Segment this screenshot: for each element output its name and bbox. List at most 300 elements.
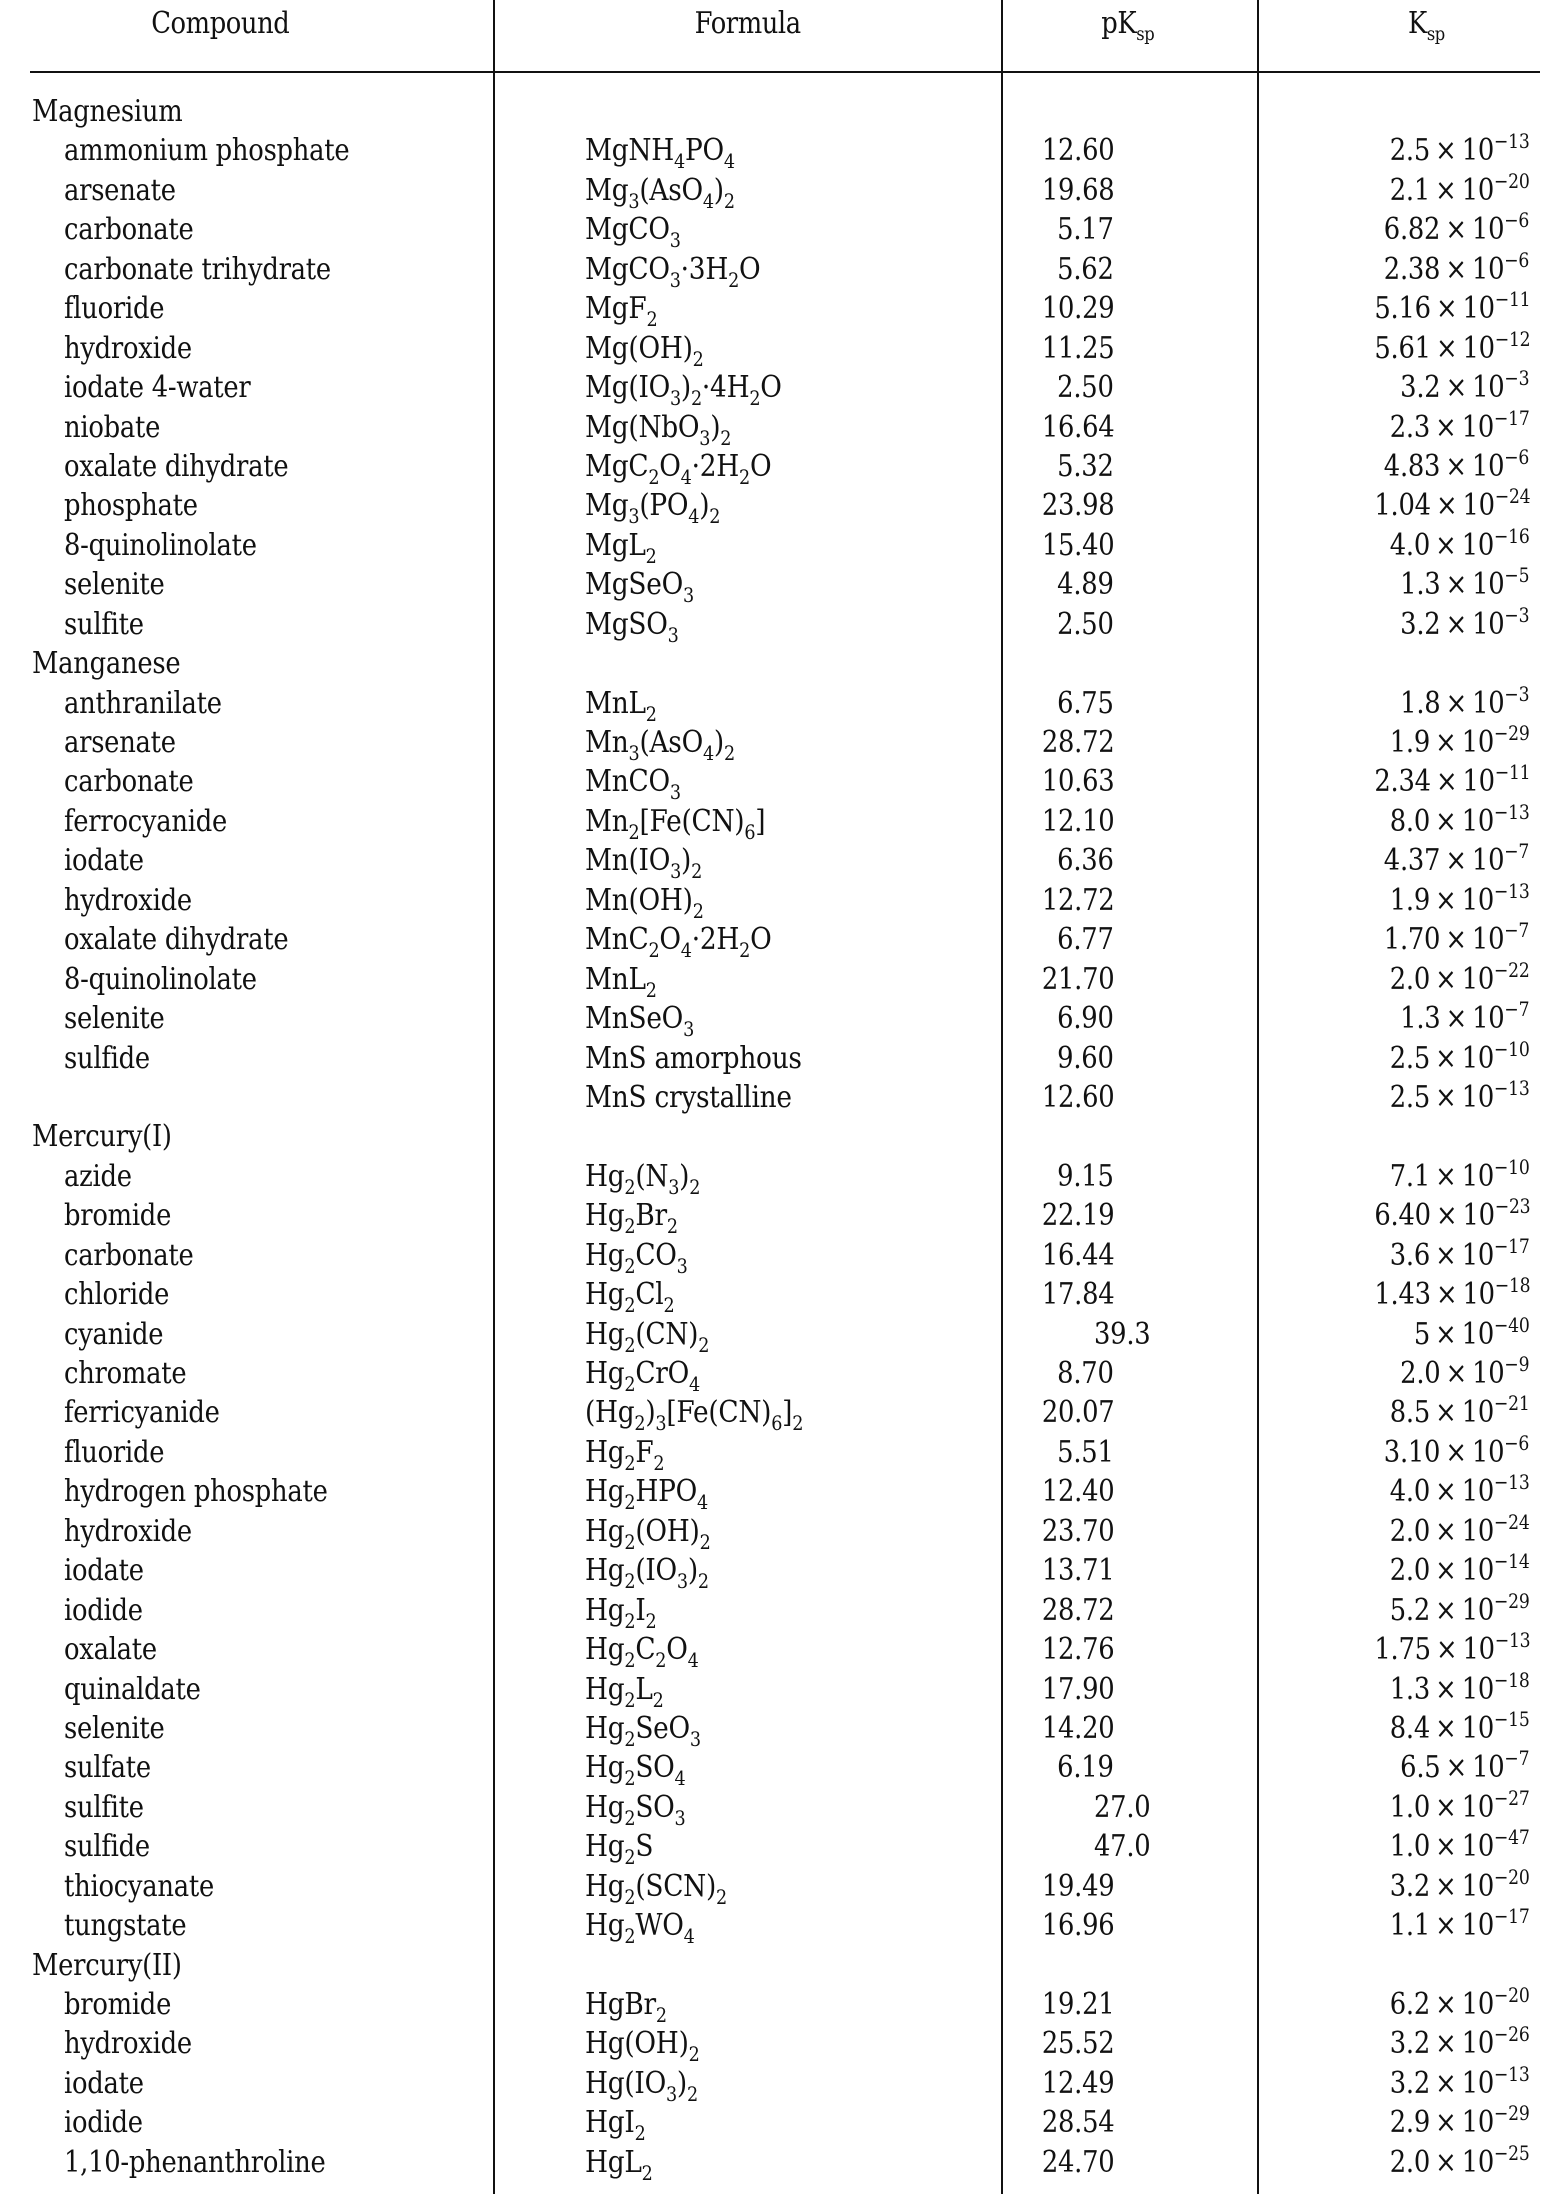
compound-name: ammonium phosphate bbox=[64, 133, 350, 169]
formula-text: MgNH bbox=[585, 133, 675, 169]
formula-text: Hg bbox=[585, 1632, 625, 1668]
formula-text: Mg(OH) bbox=[585, 330, 693, 366]
times-sign: × bbox=[1435, 1671, 1457, 1707]
times-sign: × bbox=[1435, 764, 1457, 800]
ksp-mantissa: 8.0 bbox=[1390, 803, 1431, 839]
header-ksp-label: K bbox=[1407, 6, 1427, 41]
times-sign: × bbox=[1445, 1434, 1467, 1470]
ksp-base: 10 bbox=[1462, 882, 1495, 918]
formula-text: MnCO bbox=[585, 764, 670, 800]
compound-name: arsenate bbox=[64, 725, 176, 760]
formula-text: Hg bbox=[585, 1789, 625, 1825]
formula-text: O bbox=[760, 370, 782, 406]
pksp-value: 21.70 bbox=[1041, 961, 1114, 997]
formula-subscript: 2 bbox=[624, 1569, 636, 1594]
times-sign: × bbox=[1435, 133, 1457, 169]
pksp-value: 14.20 bbox=[1041, 1710, 1114, 1746]
ksp-base: 10 bbox=[1471, 567, 1505, 603]
compound-name: oxalate dihydrate bbox=[64, 448, 289, 484]
table-row bbox=[0, 839, 1552, 884]
ksp-mantissa: 3.2 bbox=[1390, 2065, 1431, 2101]
ksp-base: 10 bbox=[1471, 1434, 1505, 1470]
formula-text: Hg bbox=[585, 1671, 625, 1707]
pksp-value: 27.0 bbox=[1094, 1789, 1151, 1825]
ksp-mantissa: 1.3 bbox=[1399, 1001, 1441, 1037]
formula-subscript: 2 bbox=[628, 819, 640, 844]
table-row bbox=[0, 1430, 1552, 1475]
formula-text: O bbox=[666, 1632, 688, 1668]
formula-subscript: 4 bbox=[674, 1766, 686, 1791]
compound-name: 8-quinolinolate bbox=[64, 961, 257, 997]
ksp-mantissa: 1.04 bbox=[1374, 488, 1431, 524]
ksp-value: 2.0 × 10−22 bbox=[1390, 957, 1530, 997]
compound-name: carbonate bbox=[64, 1237, 194, 1273]
group-name: Magnesium bbox=[32, 94, 183, 129]
formula-text: (IO bbox=[635, 1553, 677, 1589]
ksp-value: 1.75 × 10−13 bbox=[1374, 1628, 1530, 1668]
formula-text: Mn bbox=[585, 725, 629, 760]
compound-name: quinaldate bbox=[64, 1671, 201, 1707]
formula-text: ) bbox=[713, 172, 724, 208]
formula-subscript: 2 bbox=[624, 1490, 636, 1515]
table-group-row bbox=[0, 644, 1552, 683]
formula-text: Hg bbox=[585, 1198, 625, 1234]
pksp-value: 19.68 bbox=[1041, 172, 1114, 208]
ksp-value: 2.3 × 10−17 bbox=[1390, 405, 1530, 445]
formula-subscript: 2 bbox=[624, 1687, 636, 1712]
ksp-value: 3.6 × 10−17 bbox=[1390, 1233, 1530, 1273]
formula-subscript: 2 bbox=[655, 1648, 667, 1673]
table-row bbox=[0, 168, 1552, 213]
ksp-value: 1.3 × 10−7 bbox=[1399, 997, 1530, 1037]
formula-subscript: 3 bbox=[667, 622, 679, 647]
formula bbox=[585, 920, 772, 963]
formula-text: Mn(IO bbox=[585, 843, 671, 879]
formula bbox=[585, 802, 766, 844]
ksp-base: 10 bbox=[1462, 1632, 1495, 1668]
formula-subscript: 6 bbox=[771, 1411, 783, 1436]
pksp-value: 12.10 bbox=[1041, 803, 1114, 839]
formula-subscript: 2 bbox=[634, 1411, 646, 1436]
formula-subscript: 2 bbox=[728, 267, 740, 292]
formula-subscript: 3 bbox=[669, 780, 681, 805]
compound-name: carbonate bbox=[64, 212, 194, 248]
formula-text: ) bbox=[645, 1395, 656, 1431]
formula-text: MgF bbox=[585, 291, 647, 327]
compound-name: hydroxide bbox=[64, 882, 192, 918]
ksp-mantissa: 5.2 bbox=[1390, 1592, 1431, 1628]
formula-subscript: 2 bbox=[689, 1174, 701, 1199]
ksp-base: 10 bbox=[1462, 1868, 1495, 1904]
formula bbox=[585, 723, 735, 765]
formula bbox=[585, 1591, 657, 1633]
pksp-value: 25.52 bbox=[1041, 2026, 1114, 2062]
formula bbox=[585, 1354, 700, 1396]
ksp-mantissa: 2.5 bbox=[1390, 1040, 1431, 1076]
ksp-value: 4.0 × 10−13 bbox=[1390, 1470, 1530, 1510]
formula-text: (SCN) bbox=[635, 1868, 717, 1904]
formula-text: Mg bbox=[585, 488, 629, 524]
compound-name: cyanide bbox=[64, 1316, 164, 1352]
ksp-base: 10 bbox=[1462, 1237, 1495, 1273]
ksp-mantissa: 4.0 bbox=[1390, 527, 1431, 563]
formula-subscript: 2 bbox=[624, 1214, 636, 1239]
formula-text: ] bbox=[782, 1395, 793, 1431]
compound-name: hydroxide bbox=[64, 330, 192, 366]
compound-name: iodate 4-water bbox=[64, 370, 251, 406]
formula-subscript: 2 bbox=[749, 386, 761, 411]
ksp-mantissa: 2.0 bbox=[1390, 1553, 1431, 1589]
formula bbox=[585, 1709, 701, 1751]
formula-text: Hg bbox=[585, 1592, 625, 1628]
table-row bbox=[0, 1154, 1552, 1199]
ksp-mantissa: 5.16 bbox=[1374, 291, 1431, 327]
ksp-base: 10 bbox=[1471, 606, 1505, 642]
formula bbox=[585, 960, 657, 1002]
formula-text: HgBr bbox=[585, 1987, 656, 2022]
formula-subscript: 4 bbox=[680, 938, 692, 963]
times-sign: × bbox=[1435, 1632, 1457, 1668]
formula-text: O bbox=[750, 922, 772, 958]
times-sign: × bbox=[1435, 803, 1457, 839]
ksp-mantissa: 2.3 bbox=[1390, 409, 1431, 445]
formula bbox=[585, 1867, 727, 1909]
table-row bbox=[0, 760, 1552, 805]
pksp-value: 6.90 bbox=[1057, 1001, 1114, 1037]
ksp-value: 8.4 × 10−15 bbox=[1390, 1706, 1530, 1746]
formula bbox=[585, 1906, 695, 1949]
formula-text: HgL bbox=[585, 2144, 642, 2180]
times-sign: × bbox=[1445, 843, 1467, 879]
times-sign: × bbox=[1435, 1789, 1457, 1825]
ksp-value: 3.10 × 10−6 bbox=[1383, 1430, 1530, 1470]
formula-subscript: 2 bbox=[624, 1450, 636, 1475]
formula-text: HPO bbox=[635, 1474, 697, 1510]
times-sign: × bbox=[1435, 1395, 1457, 1431]
ksp-base: 10 bbox=[1462, 1829, 1495, 1865]
ksp-value: 2.34 × 10−11 bbox=[1374, 760, 1530, 800]
formula-subscript: 2 bbox=[624, 1648, 636, 1673]
ksp-mantissa: 2.0 bbox=[1390, 961, 1431, 997]
compound-name: anthranilate bbox=[64, 685, 222, 721]
formula-subscript: 3 bbox=[669, 228, 681, 253]
table-group-row bbox=[0, 92, 1552, 131]
formula-subscript: 2 bbox=[624, 1845, 636, 1870]
ksp-mantissa: 2.5 bbox=[1390, 1079, 1431, 1115]
ksp-base: 10 bbox=[1471, 212, 1505, 248]
ksp-mantissa: 3.2 bbox=[1399, 606, 1441, 642]
ksp-base: 10 bbox=[1462, 2105, 1495, 2141]
formula-subscript: 3 bbox=[699, 425, 711, 450]
times-sign: × bbox=[1445, 1750, 1467, 1786]
formula-subscript: 2 bbox=[652, 1687, 664, 1712]
ksp-value: 1.04 × 10−24 bbox=[1374, 484, 1530, 524]
times-sign: × bbox=[1435, 725, 1457, 760]
pksp-value: 4.89 bbox=[1057, 567, 1114, 603]
formula-text: ) bbox=[710, 409, 721, 445]
times-sign: × bbox=[1435, 961, 1457, 997]
formula bbox=[585, 1039, 802, 1078]
formula-text: (N bbox=[635, 1158, 669, 1194]
pksp-value: 2.50 bbox=[1057, 606, 1114, 642]
formula-subscript: 4 bbox=[680, 464, 692, 489]
ksp-value: 5.61 × 10−12 bbox=[1374, 326, 1530, 366]
ksp-value: 4.83 × 10−6 bbox=[1383, 444, 1530, 484]
table-row bbox=[0, 1470, 1552, 1515]
times-sign: × bbox=[1435, 330, 1457, 366]
pksp-value: 9.60 bbox=[1057, 1040, 1114, 1076]
times-sign: × bbox=[1435, 1158, 1457, 1194]
formula-text: MnL bbox=[585, 961, 646, 997]
formula-text: MgSeO bbox=[585, 567, 683, 603]
ksp-value: 6.40 × 10−23 bbox=[1374, 1194, 1530, 1234]
formula bbox=[585, 1512, 711, 1554]
formula-subscript: 2 bbox=[624, 1766, 636, 1791]
formula-subscript: 6 bbox=[744, 819, 756, 844]
table-group-row bbox=[0, 1946, 1552, 1985]
ksp-base: 10 bbox=[1462, 527, 1495, 563]
formula-text: HgI bbox=[585, 2105, 635, 2141]
ksp-value: 4.0 × 10−16 bbox=[1390, 523, 1530, 563]
formula bbox=[585, 881, 704, 923]
compound-name: ferrocyanide bbox=[64, 803, 227, 839]
compound-name: selenite bbox=[64, 567, 165, 603]
formula bbox=[585, 1196, 678, 1239]
ksp-value: 1.9 × 10−29 bbox=[1390, 721, 1530, 760]
ksp-base: 10 bbox=[1471, 370, 1505, 406]
formula bbox=[585, 210, 681, 253]
ksp-value: 2.0 × 10−24 bbox=[1390, 1509, 1530, 1549]
pksp-value: 19.21 bbox=[1041, 1987, 1114, 2022]
times-sign: × bbox=[1445, 567, 1467, 603]
formula-subscript: 4 bbox=[723, 149, 735, 174]
formula-subscript: 3 bbox=[628, 741, 640, 765]
formula-subscript: 4 bbox=[687, 1648, 699, 1673]
ksp-base: 10 bbox=[1462, 172, 1495, 208]
pksp-value: 22.19 bbox=[1041, 1198, 1114, 1234]
ksp-value: 2.0 × 10−25 bbox=[1390, 2140, 1530, 2180]
times-sign: × bbox=[1435, 2144, 1457, 2180]
formula bbox=[585, 1748, 686, 1791]
formula-text: ] bbox=[755, 803, 766, 839]
ksp-mantissa: 7.1 bbox=[1390, 1158, 1431, 1194]
ksp-mantissa: 1.75 bbox=[1374, 1632, 1431, 1668]
ksp-mantissa: 1.70 bbox=[1383, 922, 1441, 958]
formula bbox=[585, 368, 782, 411]
formula-text: Mg(NbO bbox=[585, 409, 700, 445]
times-sign: × bbox=[1445, 606, 1467, 642]
times-sign: × bbox=[1435, 1237, 1457, 1273]
times-sign: × bbox=[1435, 1868, 1457, 1904]
pksp-value: 12.76 bbox=[1041, 1632, 1114, 1668]
times-sign: × bbox=[1445, 212, 1467, 248]
ksp-base: 10 bbox=[1462, 1277, 1495, 1313]
pksp-value: 15.40 bbox=[1041, 527, 1114, 563]
ksp-mantissa: 3.6 bbox=[1390, 1237, 1431, 1273]
ksp-base: 10 bbox=[1462, 1908, 1495, 1944]
formula bbox=[585, 1788, 686, 1830]
formula-subscript: 3 bbox=[689, 1726, 701, 1751]
times-sign: × bbox=[1435, 2105, 1457, 2141]
formula-subscript: 2 bbox=[723, 741, 735, 765]
table-row bbox=[0, 1273, 1552, 1318]
table-row bbox=[0, 1864, 1552, 1909]
formula-subscript: 2 bbox=[624, 1924, 636, 1949]
pksp-value: 5.51 bbox=[1057, 1434, 1114, 1470]
formula-text: CO bbox=[635, 1237, 677, 1273]
ksp-mantissa: 1.8 bbox=[1399, 685, 1441, 721]
formula bbox=[585, 2064, 698, 2106]
pksp-value: 6.36 bbox=[1057, 843, 1114, 879]
ksp-value: 1.8 × 10−3 bbox=[1399, 681, 1530, 721]
formula-subscript: 4 bbox=[702, 741, 714, 765]
table-row bbox=[0, 484, 1552, 529]
pksp-value: 5.32 bbox=[1057, 448, 1114, 484]
ksp-mantissa: 2.34 bbox=[1374, 764, 1431, 800]
compound-name: hydroxide bbox=[64, 2026, 192, 2062]
formula-text: O bbox=[659, 922, 681, 958]
formula bbox=[585, 1315, 710, 1357]
pksp-value: 16.64 bbox=[1041, 409, 1114, 445]
ksp-mantissa: 5 bbox=[1414, 1316, 1431, 1352]
formula-subscript: 2 bbox=[624, 1293, 636, 1318]
ksp-value: 8.0 × 10−13 bbox=[1390, 799, 1530, 839]
formula-text: Hg(IO bbox=[585, 2065, 666, 2101]
formula bbox=[585, 447, 772, 489]
pksp-value: 28.72 bbox=[1041, 725, 1114, 760]
formula-text: PO bbox=[684, 133, 724, 169]
ksp-mantissa: 2.0 bbox=[1399, 1356, 1441, 1391]
formula bbox=[585, 841, 703, 884]
ksp-base: 10 bbox=[1462, 1987, 1495, 2022]
times-sign: × bbox=[1435, 1474, 1457, 1510]
times-sign: × bbox=[1435, 1198, 1457, 1234]
formula bbox=[585, 1472, 708, 1515]
ksp-base: 10 bbox=[1471, 1001, 1505, 1037]
ksp-mantissa: 3.10 bbox=[1383, 1434, 1441, 1470]
formula-text: WO bbox=[635, 1908, 684, 1944]
ksp-mantissa: 2.9 bbox=[1390, 2105, 1431, 2141]
ksp-value: 1.43 × 10−18 bbox=[1374, 1273, 1530, 1313]
formula-subscript: 2 bbox=[686, 2081, 698, 2106]
formula-text: Hg bbox=[585, 1474, 625, 1510]
pksp-value: 24.70 bbox=[1041, 2144, 1114, 2180]
ksp-base: 10 bbox=[1462, 1040, 1495, 1076]
times-sign: × bbox=[1435, 1829, 1457, 1865]
compound-name: selenite bbox=[64, 1710, 165, 1746]
compound-name: iodate bbox=[64, 2065, 144, 2101]
formula-subscript: 4 bbox=[674, 149, 685, 174]
formula-subscript: 3 bbox=[628, 504, 640, 529]
formula-text: [Fe(CN) bbox=[666, 1395, 772, 1431]
pksp-value: 11.25 bbox=[1041, 330, 1114, 366]
header-formula bbox=[695, 6, 801, 41]
compound-name: iodate bbox=[64, 843, 144, 879]
table-row bbox=[0, 918, 1552, 963]
ksp-base: 10 bbox=[1462, 1553, 1495, 1589]
table-row bbox=[0, 1312, 1552, 1357]
table-row bbox=[0, 366, 1552, 411]
formula-text: Hg bbox=[585, 1553, 625, 1589]
table-row bbox=[0, 444, 1552, 489]
table-row bbox=[0, 2101, 1552, 2146]
formula bbox=[585, 1157, 701, 1199]
formula bbox=[585, 762, 681, 805]
ksp-base: 10 bbox=[1471, 251, 1505, 287]
formula-text: ) bbox=[676, 2065, 687, 2101]
formula-subscript: 2 bbox=[624, 1884, 636, 1909]
formula-subscript: 2 bbox=[663, 1293, 675, 1318]
ksp-base: 10 bbox=[1471, 843, 1505, 879]
pksp-value: 6.75 bbox=[1057, 685, 1114, 721]
times-sign: × bbox=[1445, 1001, 1467, 1037]
ksp-mantissa: 1.9 bbox=[1390, 725, 1431, 760]
ksp-mantissa: 8.5 bbox=[1390, 1395, 1431, 1431]
table-row bbox=[0, 681, 1552, 726]
pksp-value: 39.3 bbox=[1094, 1316, 1151, 1352]
pksp-value: 10.63 bbox=[1041, 764, 1114, 800]
ksp-value: 1.1 × 10−17 bbox=[1390, 1904, 1530, 1944]
times-sign: × bbox=[1445, 922, 1467, 958]
ksp-value: 5.16 × 10−11 bbox=[1374, 287, 1530, 327]
formula-text: MgCO bbox=[585, 212, 670, 248]
table-row bbox=[0, 326, 1552, 371]
formula-subscript: 2 bbox=[698, 1332, 710, 1357]
formula-text: MnS amorphous bbox=[585, 1040, 802, 1076]
formula bbox=[585, 565, 694, 608]
formula bbox=[585, 329, 704, 371]
header-pksp-subscript: sp bbox=[1136, 23, 1155, 45]
ksp-value: 1.9 × 10−13 bbox=[1390, 878, 1530, 918]
times-sign: × bbox=[1435, 488, 1457, 524]
table-row bbox=[0, 1509, 1552, 1554]
compound-name: niobate bbox=[64, 409, 161, 445]
formula-text: ) bbox=[681, 843, 692, 879]
formula-subscript: 4 bbox=[683, 1924, 695, 1949]
ksp-mantissa: 5.61 bbox=[1374, 330, 1431, 366]
formula bbox=[585, 526, 657, 568]
ksp-mantissa: 1.43 bbox=[1374, 1277, 1431, 1313]
formula-subscript: 3 bbox=[669, 386, 681, 411]
compound-name: hydrogen phosphate bbox=[64, 1474, 328, 1510]
table-row bbox=[0, 721, 1552, 765]
table-row bbox=[0, 287, 1552, 332]
pksp-value: 12.72 bbox=[1041, 882, 1114, 918]
formula-text: Hg bbox=[585, 1277, 625, 1313]
formula bbox=[585, 1433, 665, 1475]
ksp-value: 2.38 × 10−6 bbox=[1383, 247, 1530, 287]
formula-subscript: 2 bbox=[720, 425, 732, 450]
formula-subscript: 2 bbox=[690, 386, 702, 411]
formula-text: ·2H bbox=[691, 448, 740, 484]
pksp-value: 23.98 bbox=[1041, 488, 1114, 524]
formula-subscript: 3 bbox=[676, 1253, 688, 1278]
ksp-value: 8.5 × 10−21 bbox=[1390, 1391, 1530, 1431]
formula-text: O bbox=[739, 251, 761, 287]
compound-name: selenite bbox=[64, 1001, 165, 1037]
ksp-value: 1.3 × 10−18 bbox=[1390, 1667, 1530, 1707]
header-rule bbox=[30, 71, 1540, 73]
formula-text: ·3H bbox=[680, 251, 729, 287]
formula bbox=[585, 1078, 792, 1117]
ksp-base: 10 bbox=[1462, 1671, 1495, 1707]
formula-text: CrO bbox=[635, 1356, 690, 1391]
ksp-base: 10 bbox=[1462, 2026, 1495, 2062]
pksp-value: 12.60 bbox=[1041, 133, 1114, 169]
ksp-base: 10 bbox=[1462, 1395, 1495, 1431]
formula-subscript: 2 bbox=[645, 701, 657, 726]
formula-subscript: 2 bbox=[624, 1372, 636, 1396]
